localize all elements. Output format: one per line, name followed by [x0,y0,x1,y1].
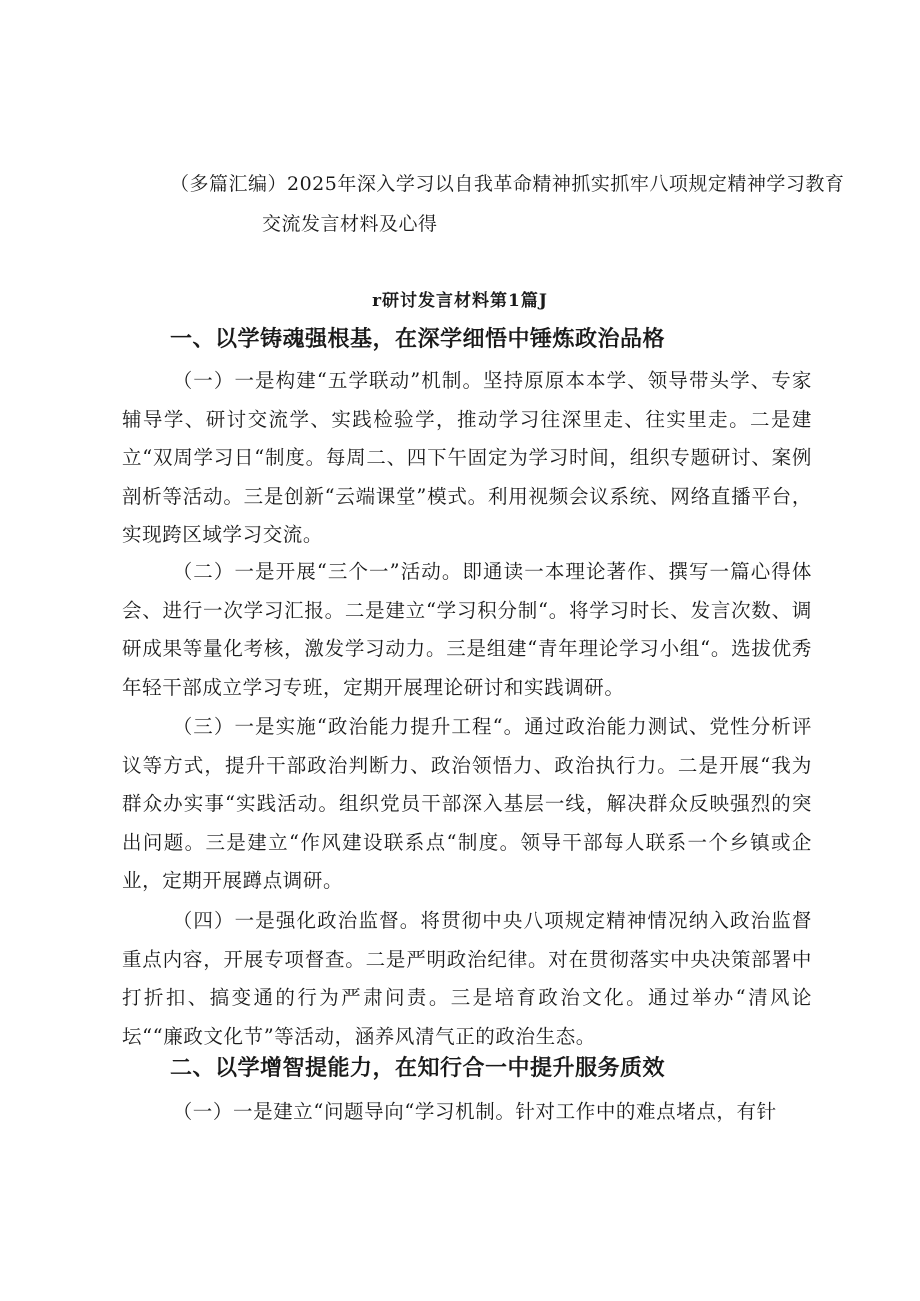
section-heading-1: 一、以学铸魂强根基，在深学细悟中锤炼政治品格 [170,327,666,352]
paragraph: （一）一是建立“问题导向“学习机制。针对工作中的难点堵点，有针 [172,1100,777,1123]
document-title-line-2: 交流发言材料及心得 [262,213,438,235]
paragraph: （四）一是强化政治监督。将贯彻中央八项规定精神情况纳入政治监督重点内容，开展专项督查。二是严明政治纪律。对在贯彻落实中央决策部署中打折扣、搞变通的行为严肃问责。三是培育政治文化。通过举办“清风论坛““廉政文化节”等活动，涵养风清气正的政治生态。 [122,909,812,1048]
section-marker: r研讨发言材料第1篇J [372,291,548,311]
section-heading-2: 二、以学增智提能力，在知行合一中提升服务质效 [170,1056,666,1081]
paragraph: （一）一是构建“五学联动”机制。坚持原原本本学、领导带头学、专家辅导学、研讨交流学、实践检验学，推动学习往深里走、往实里走。二是建立“双周学习日“制度。每周二、四下午固定为学习时间，组织专题研讨、案例剖析等活动。三是创新“云端课堂”模式。利用视频会议系统、网络直播平台，实现跨区域学习交流。 [122,369,812,546]
paragraph: （三）一是实施“政治能力提升工程“。通过政治能力测试、党性分析评议等方式，提升干部政治判断力、政治领悟力、政治执行力。二是开展“我为群众办实事“实践活动。组织党员干部深入基层一线，解决群众反映强烈的突出问题。三是建立“作风建设联系点“制度。领导干部每人联系一个乡镇或企业，定期开展蹲点调研。 [122,715,812,892]
document-title-line-1: （多篇汇编）2025年深入学习以自我革命精神抓实抓牢八项规定精神学习教育 [170,173,845,195]
paragraph: （二）一是开展“三个一”活动。即通读一本理论著作、撰写一篇心得体会、进行一次学习汇报。二是建立“学习积分制“。将学习时长、发言次数、调研成果等量化考核，激发学习动力。三是组建“青年理论学习小组“。选拔优秀年轻干部成立学习专班，定期开展理论研讨和实践调研。 [122,560,812,699]
